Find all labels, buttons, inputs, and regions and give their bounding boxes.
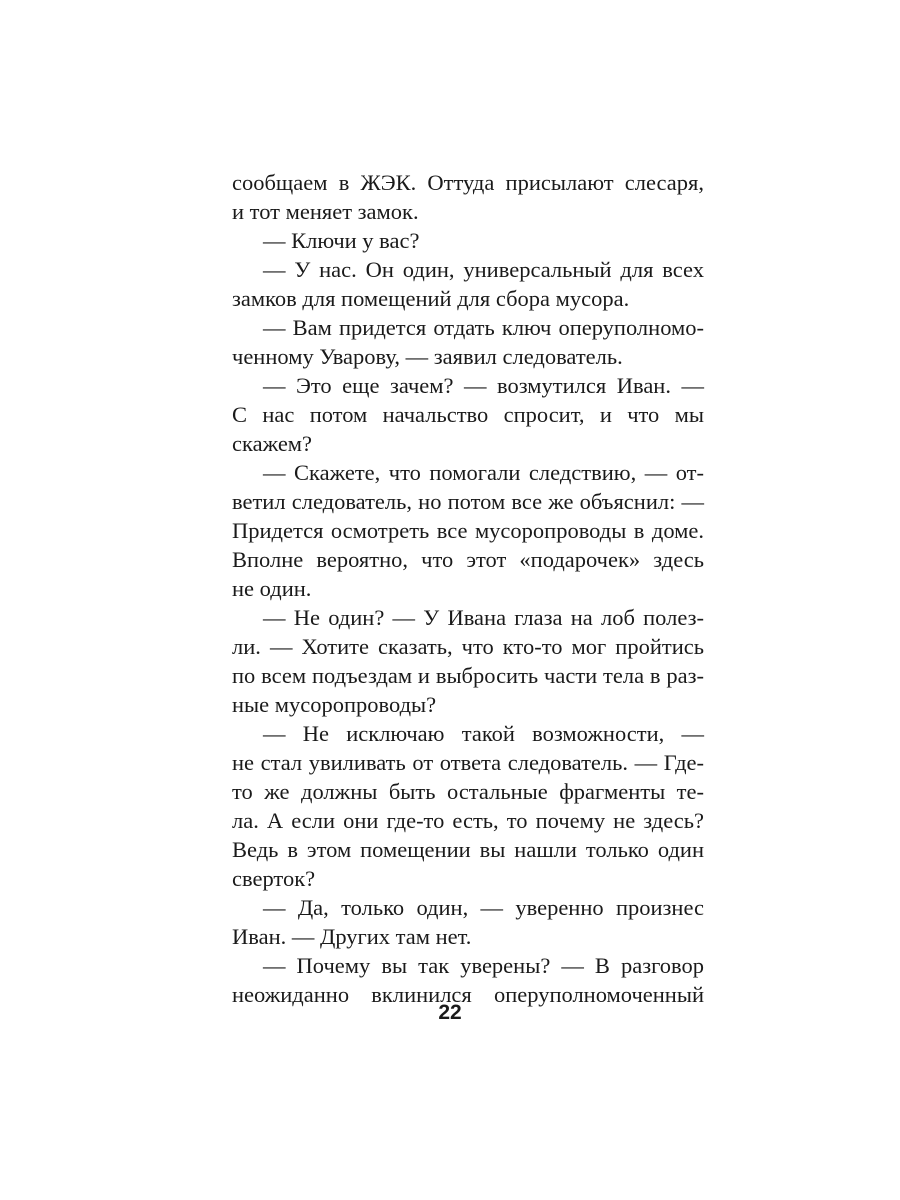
text-line: ветил следователь, но потом все же объяснил: — <box>232 489 704 514</box>
text-line: Вполне вероятно, что этот «подарочек» здесь <box>232 547 704 572</box>
page-body-text <box>232 168 704 1009</box>
text-line: ла. А если они где-то есть, то почему не здесь? <box>232 808 704 833</box>
text-line: не стал увиливать от ответа следователь. — Где- <box>232 750 704 775</box>
text-line: — Вам придется отдать ключ оперуполномо- <box>263 315 704 340</box>
text-line: ченному Уварову, — заявил следователь. <box>232 344 623 369</box>
page-number: 22 <box>438 1001 462 1024</box>
text-line: Ведь в этом помещении вы нашли только один <box>232 837 704 862</box>
text-line: сообщаем в ЖЭК. Оттуда присылают слесаря, <box>232 170 704 195</box>
text-line: — У нас. Он один, универсальный для всех <box>263 257 704 282</box>
text-line: сверток? <box>232 866 316 891</box>
text-line: — Ключи у вас? <box>263 228 420 253</box>
text-line: — Почему вы так уверены? — В разговор <box>263 953 704 978</box>
text-line: ные мусоропроводы? <box>232 692 437 717</box>
text-line: не один. <box>232 576 312 601</box>
text-line: — Скажете, что помогали следствию, — от- <box>263 460 704 485</box>
text-line: по всем подъездам и выбросить части тела в раз- <box>232 663 704 688</box>
text-line: — Да, только один, — уверенно произнес <box>263 895 704 920</box>
text-line: скажем? <box>232 431 313 456</box>
text-line: Иван. — Других там нет. <box>232 924 472 949</box>
text-line: — Не исключаю такой возможности, — <box>263 721 704 746</box>
text-line: замков для помещений для сбора мусора. <box>232 286 630 311</box>
text-line: — Не один? — У Ивана глаза на лоб полез- <box>263 605 704 630</box>
text-line: неожиданно вклинился оперуполномоченный <box>232 982 704 1007</box>
text-line: ли. — Хотите сказать, что кто-то мог пройтись <box>232 634 704 659</box>
text-line: то же должны быть остальные фрагменты те- <box>232 779 704 804</box>
text-line: и тот меняет замок. <box>232 199 419 224</box>
text-line: — Это еще зачем? — возмутился Иван. — <box>263 373 704 398</box>
text-line: Придется осмотреть все мусоропроводы в доме. <box>232 518 704 543</box>
text-line: С нас потом начальство спросит, и что мы <box>232 402 704 427</box>
